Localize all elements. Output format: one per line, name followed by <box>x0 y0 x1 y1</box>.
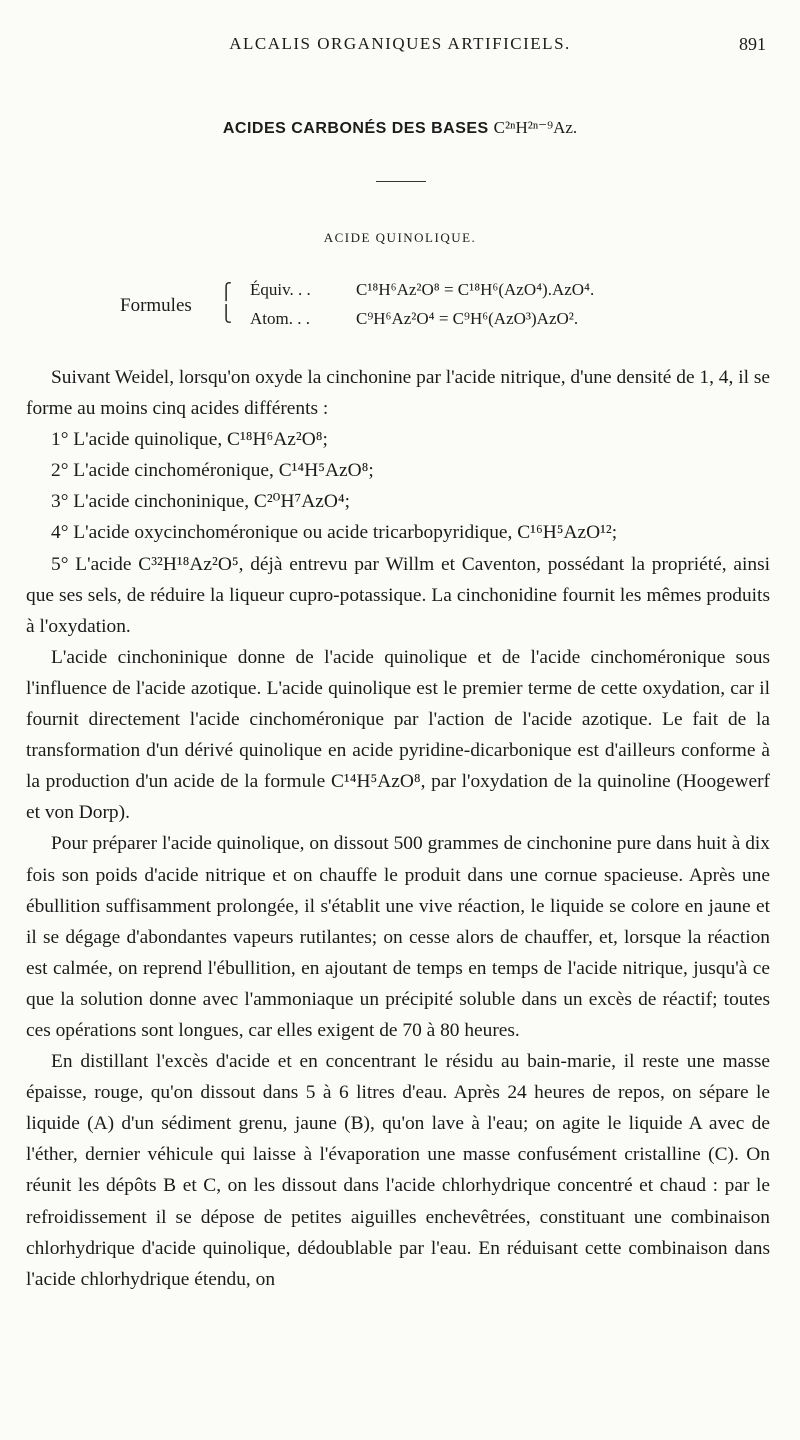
paragraph-preparation: Pour préparer l'acide quinolique, on dissout 500 grammes de cinchonine pure dans huit à dix fois son poids d'acide nitrique et on chauffe le produit dans une cornue spacieuse. Après une ébullition suffisamment prolongée, il s'établit une vive réaction, le liquide se colore en jaune et il se dégage d'abondantes vapeurs rutilantes; on cesse alors de chauffer, et, lorsque la réaction est calmée, on reprend l'ébullition, en ajoutant de temps en temps de l'acide nitrique, jusqu'à ce que la solution donne avec l'ammoniaque un précipité soluble dans un excès de réactif; toutes ces opérations sont longues, car elles exigent de 70 à 80 heures. <box>26 833 770 1041</box>
body-text <box>26 362 770 1295</box>
list-item-1: 1° L'acide quinolique, C¹⁸H⁶Az²O⁸; <box>51 429 328 451</box>
formulas-block <box>120 280 680 340</box>
list-item-2: 2° L'acide cinchoméronique, C¹⁴H⁵AzO⁸; <box>51 460 374 482</box>
list-item-5: 5° L'acide C³²H¹⁸Az²O⁵, déjà entrevu par Willm et Caventon, possédant la propriété, ainsi que ses sels, de réduire la liqueur cupro-potassique. La cinchonidine fournit les mêmes produits à l'oxydation. <box>26 553 770 637</box>
section-title <box>0 118 800 138</box>
list-item-4: 4° L'acide oxycinchoméronique ou acide tricarbopyridique, C¹⁶H⁵AzO¹²; <box>51 522 618 544</box>
formula-row-label: Atom. . . <box>250 309 310 328</box>
page-number: 891 <box>739 34 766 54</box>
formula-row-value: C¹⁸H⁶Az²O⁸ = C¹⁸H⁶(AzO⁴).AzO⁴. <box>356 280 595 299</box>
paragraph-cinchoninique: L'acide cinchoninique donne de l'acide quinolique et de l'acide cinchoméronique sous l'influence de l'acide azotique. L'acide quinolique est le premier terme de cette oxydation, car il fournit directement l'acide cinchoméronique par l'action de l'acide azotique. Le fait de la transformation d'un dérivé quinolique en acide pyridine-dicarbonique est d'ailleurs conforme à la production d'un acide de la formule C¹⁴H⁵AzO⁸, par l'oxydation de la quinoline (Hoogewerf et von Dorp). <box>26 646 770 824</box>
formula-row-value: C⁹H⁶Az²O⁴ = C⁹H⁶(AzO³)AzO². <box>356 309 579 328</box>
paragraph-distillation: En distillant l'excès d'acide et en concentrant le résidu au bain-marie, il reste une masse épaisse, rouge, qu'on dissout dans 5 à 6 litres d'eau. Après 24 heures de repos, on sépare le liquide (A) d'un sédiment grenu, jaune (B), qu'on lave à l'eau; on agite le liquide A avec de l'éther, dernier véhicule qui laisse à l'évaporation une masse confusément cristalline (C). On réunit les dépôts B et C, on les dissout dans l'acide chlorhydrique concentré et chaud : par le refroidissement il se dépose de petites aiguilles enchevêtrées, constituant une combinaison chlorhydrique d'acide quinolique, dédoublable par l'eau. En réduisant cette combinaison dans l'acide chlorhydrique étendu, on <box>26 1051 770 1290</box>
formula-row-equiv <box>250 280 594 300</box>
formula-row-atom <box>250 309 578 329</box>
running-header <box>0 30 800 60</box>
list-item-3: 3° L'acide cinchoninique, C²⁰H⁷AzO⁴; <box>51 491 350 513</box>
subsection-title: ACIDE QUINOLIQUE. <box>323 230 477 245</box>
brace-glyph: ⎧ ⎩ <box>220 284 232 323</box>
section-formula: C²ⁿH²ⁿ⁻⁹Az. <box>493 118 578 137</box>
paragraph-intro: Suivant Weidel, lorsqu'on oxyde la cinchonine par l'acide nitrique, d'une densité de 1, 4, il se forme au moins cinq acides différents : <box>26 367 770 420</box>
section-divider <box>376 181 426 182</box>
formulas-label: Formules <box>120 295 192 316</box>
formula-row-label: Équiv. . . <box>250 280 311 299</box>
running-title: ALCALIS ORGANIQUES ARTIFICIELS. <box>229 34 571 53</box>
section-title-text: ACIDES CARBONÉS DES BASES <box>222 120 489 137</box>
